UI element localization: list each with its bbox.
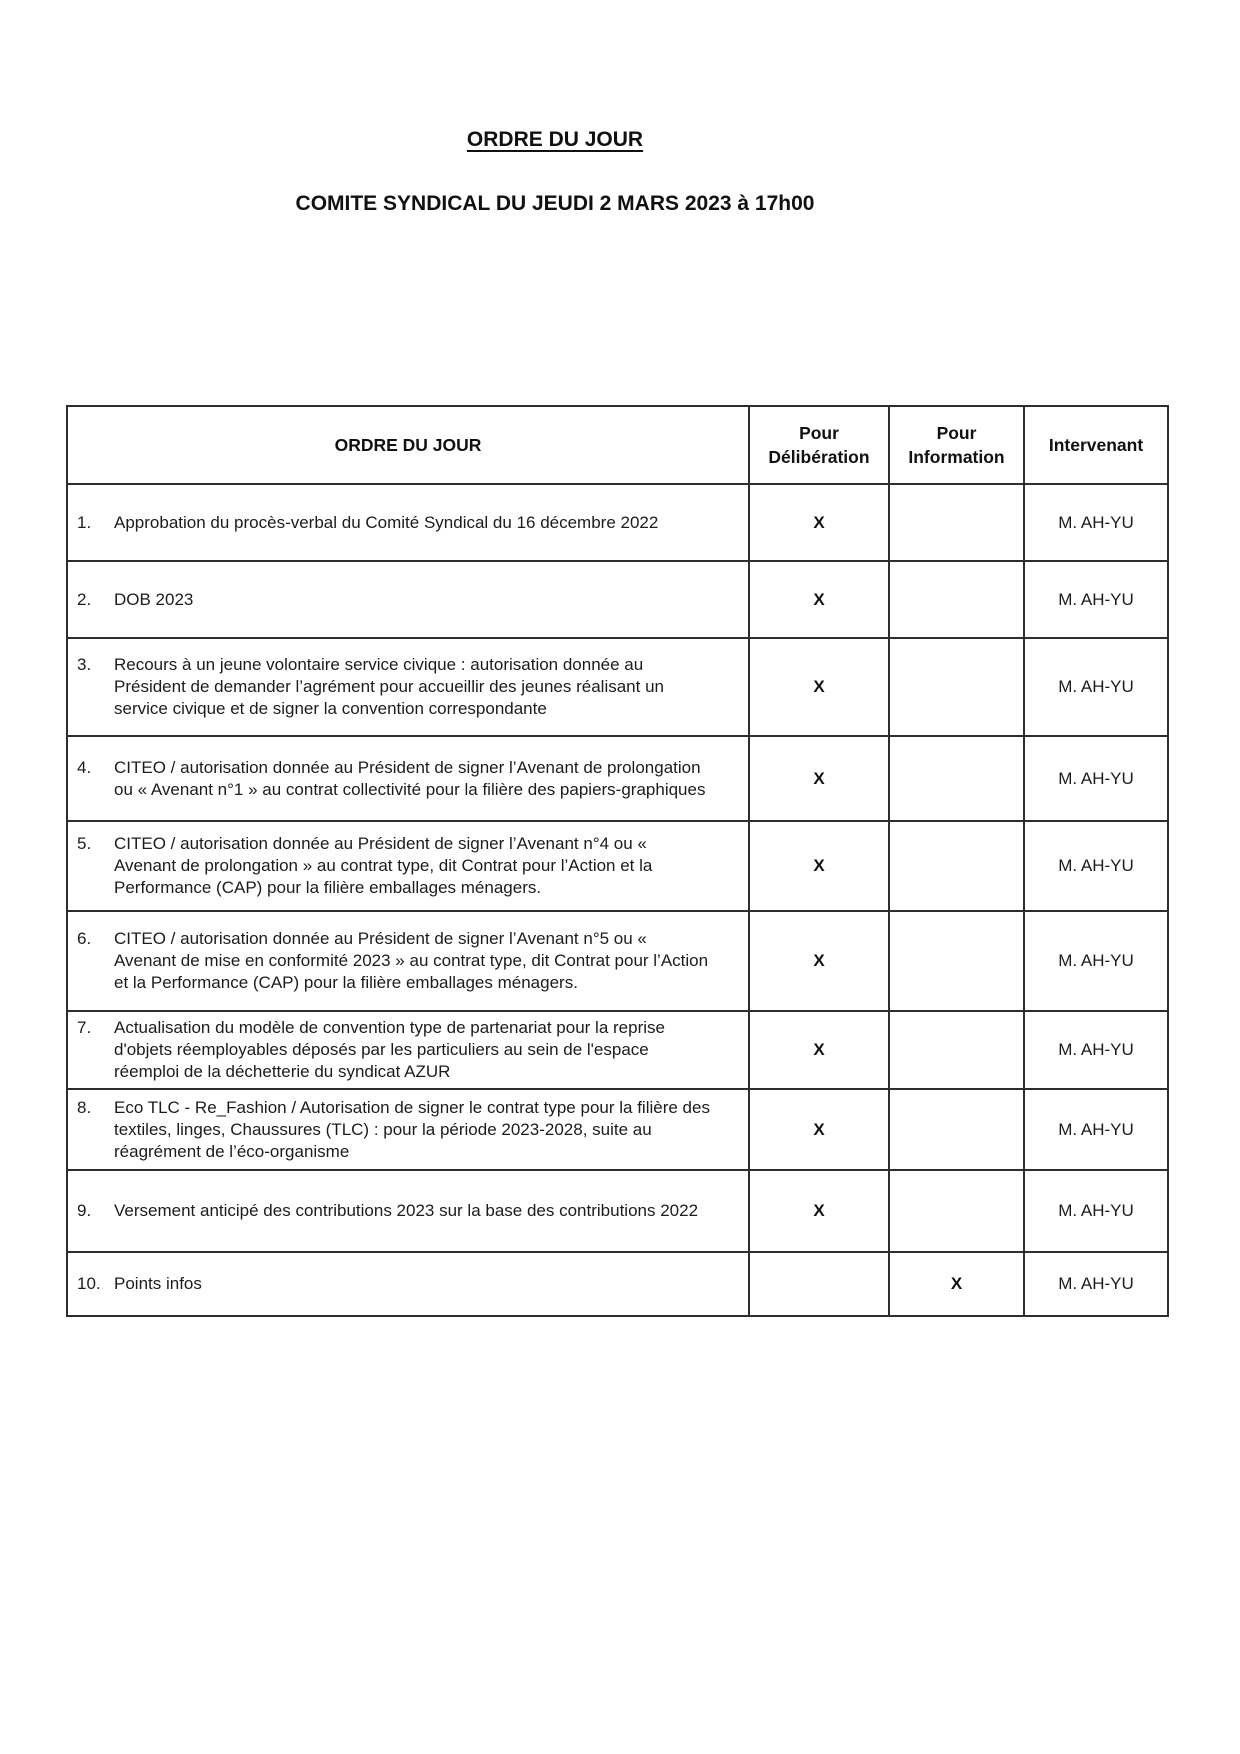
deliberation-mark: X [749,736,889,821]
item-number: 6. [77,929,92,948]
header-intervenant: Intervenant [1024,406,1168,484]
header-pour-deliberation-line2: Délibération [768,447,870,467]
item-text: Recours à un jeune volontaire service civique : autorisation donnée au Président de demander l’agrément pour accueillir des jeunes réalisant un service civique et de signer la convention correspondante [114,655,664,718]
item-number: 9. [77,1201,92,1220]
intervenant-cell: M. AH-YU [1024,1089,1168,1170]
intervenant-cell: M. AH-YU [1024,561,1168,638]
information-mark [889,561,1024,638]
table-row [67,821,1168,911]
deliberation-mark: X [749,1011,889,1089]
deliberation-mark: X [749,484,889,561]
table-row [67,484,1168,561]
intervenant-cell: M. AH-YU [1024,1252,1168,1316]
item-number: 8. [77,1097,92,1117]
deliberation-mark [749,1252,889,1316]
deliberation-mark: X [749,911,889,1011]
item-number: 10. [77,1274,101,1293]
deliberation-mark: X [749,821,889,911]
information-mark [889,638,1024,736]
table-row [67,1252,1168,1316]
item-number: 2. [77,589,92,609]
item-number: 7. [77,1018,92,1037]
item-number: 1. [77,512,92,532]
information-mark [889,1170,1024,1252]
table-row [67,561,1168,638]
information-mark [889,821,1024,911]
item-number: 5. [77,834,92,853]
information-mark [889,484,1024,561]
information-mark [889,1011,1024,1089]
deliberation-mark: X [749,638,889,736]
table-row [67,736,1168,821]
document-titles [0,128,1110,216]
item-text: Eco TLC - Re_Fashion / Autorisation de signer le contrat type pour la filière des textiles, linges, Chaussures (TLC) : pour la période 2023-2028, suite au réagrément de l’éco-organisme [114,1097,710,1161]
table-row [67,638,1168,736]
item-text: Points infos [114,1274,202,1293]
deliberation-mark: X [749,561,889,638]
table-row [67,1089,1168,1170]
header-pour-information-line1: Pour [936,423,977,443]
item-text: Approbation du procès-verbal du Comité Syndical du 16 décembre 2022 [114,512,659,532]
item-number: 3. [77,655,92,674]
page-subtitle: COMITE SYNDICAL DU JEUDI 2 MARS 2023 à 17h00 [295,192,815,215]
information-mark: X [889,1252,1024,1316]
agenda-table [66,405,1169,1317]
item-text: DOB 2023 [114,589,194,609]
item-text: Actualisation du modèle de convention type de partenariat pour la reprise d'objets réemployables déposés par les particuliers au sein de l'espace réemploi de la déchetterie du syndicat AZUR [114,1018,665,1081]
header-pour-deliberation [749,406,889,484]
table-row [67,911,1168,1011]
intervenant-cell: M. AH-YU [1024,1170,1168,1252]
deliberation-mark: X [749,1170,889,1252]
header-pour-deliberation-line1: Pour [799,423,839,443]
item-text: CITEO / autorisation donnée au Président de signer l’Avenant n°5 ou « Avenant de mise en conformité 2023 » au contrat type, dit Contrat pour l’Action et la Performance (CAP) pour la filière emballages ménagers. [114,929,709,992]
table-row [67,1170,1168,1252]
item-text: CITEO / autorisation donnée au Président de signer l’Avenant n°4 ou « Avenant de prolongation » au contrat type, dit Contrat pour l’Action et la Performance (CAP) pour la filière emballages ménagers. [114,834,653,897]
intervenant-cell: M. AH-YU [1024,1011,1168,1089]
table-header-row [67,406,1168,484]
information-mark [889,1089,1024,1170]
header-pour-information-line2: Information [908,447,1005,467]
information-mark [889,736,1024,821]
information-mark [889,911,1024,1011]
item-text: CITEO / autorisation donnée au Président de signer l’Avenant de prolongation ou « Avenant n°1 » au contrat collectivité pour la filière des papiers-graphiques [114,757,706,799]
item-text: Versement anticipé des contributions 2023 sur la base des contributions 2022 [114,1201,699,1220]
table-row [67,1011,1168,1089]
item-number: 4. [77,757,92,777]
intervenant-cell: M. AH-YU [1024,638,1168,736]
intervenant-cell: M. AH-YU [1024,911,1168,1011]
intervenant-cell: M. AH-YU [1024,821,1168,911]
intervenant-cell: M. AH-YU [1024,736,1168,821]
header-ordre-du-jour: ORDRE DU JOUR [67,406,749,484]
deliberation-mark: X [749,1089,889,1170]
intervenant-cell: M. AH-YU [1024,484,1168,561]
header-pour-information [889,406,1024,484]
page-title: ORDRE DU JOUR [466,128,644,151]
